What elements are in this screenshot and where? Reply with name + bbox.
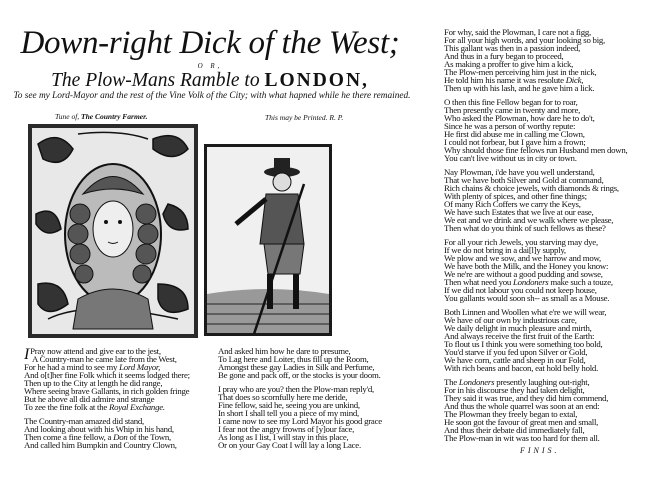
verse-text: For all your high words, and your looking so big, <box>444 35 605 45</box>
verse-text: Then presently came in twenty and more, <box>444 105 581 115</box>
verse-text: The Plow-men perceiving him just in the nick, <box>444 67 597 77</box>
portrait-woodcut-image <box>28 124 198 338</box>
stanza <box>444 98 627 162</box>
stanza <box>218 347 382 379</box>
ballad-subtitle <box>0 70 420 91</box>
verse-text: We ne're are without a good pudding and sowse, <box>444 269 603 279</box>
verse-text: To Lag here and Loiter, thus fill up the Room, <box>218 354 369 364</box>
verse-text: Then what do you think of such fellows as these? <box>444 223 606 233</box>
verse-text: A Country-man he came late from the West, <box>32 354 177 364</box>
verse-text: I fear not the angry frowns of [y]our face, <box>218 424 355 434</box>
verse-text: You'd starve if you fed upon Silver or Gold, <box>444 347 588 357</box>
verse-text: This gallant was then in a passion indeed, <box>444 43 581 53</box>
verse-text: And always receive the first fruit of the Earth: <box>444 331 595 341</box>
subtitle-text: The Plow-Mans Ramble to <box>51 70 265 91</box>
tune-name: The Country Farmer. <box>81 112 148 121</box>
verse-text: make such a touze, <box>548 277 613 287</box>
verse-text: And asked him how he dare to presume, <box>218 346 351 356</box>
verse-text: Then what need you <box>444 277 514 287</box>
verse-text: But he above all did admire and strange <box>24 394 155 404</box>
verse-text: We plow and we sow, and we harrow and mow, <box>444 253 601 263</box>
verse-text: Who asked the Plowman, how dare he to do't, <box>444 113 595 123</box>
verse-text: To zee the fine folk at the <box>24 402 109 412</box>
verse-text: With rich beans and bacon, eat hold belly hold. <box>444 363 599 373</box>
verse-text: For he had a mind to see my <box>24 362 120 372</box>
verse-text: The Plow-man in wit was too hard for them all. <box>444 433 600 443</box>
verse-line <box>24 441 190 449</box>
stanza <box>444 378 627 442</box>
subtitle-london: LONDON, <box>264 70 369 91</box>
verse-text: presently laughing out-right, <box>494 377 590 387</box>
stanza <box>218 385 382 449</box>
verse-text: In short I shall tell you a piece of my mind, <box>218 408 359 418</box>
verse-text: And thus their debate did immediately fall, <box>444 425 585 435</box>
imprimatur: This may be Printed. R. P. <box>265 113 344 122</box>
ballad-title: Down-right Dick of the West; <box>20 25 400 61</box>
verse-text: The Country-man amazed did stand, <box>24 416 145 426</box>
verse-text: And o[t]her fine Folk which it seems lodged there; <box>24 370 190 380</box>
verse-text: He soon got the favour of great men and small, <box>444 417 599 427</box>
stanza <box>444 168 627 232</box>
verse-text: He told him his name it was resolute <box>444 75 566 85</box>
verse-text: As making a proffer to give him a kick, <box>444 59 574 69</box>
verse-text: We eat and we drink and we walk where we please, <box>444 215 614 225</box>
verse-text: Where seeing brave Gallants, in rich golden fringe <box>24 386 190 396</box>
or-separator: O R, <box>197 62 223 70</box>
verse-text: Why should those fine fellows run Husband men down, <box>444 145 628 155</box>
verse-text: And thus in a fury began to proceed, <box>444 51 564 61</box>
verse-text: We have both the Milk, and the Honey you know: <box>444 261 609 271</box>
verse-text: If we do not bring in a dai[l]y supply, <box>444 245 566 255</box>
verse-line <box>444 154 627 162</box>
verse-text: Then up to the City at length he did range, <box>24 378 163 388</box>
stanza <box>444 28 627 92</box>
verse-text: As long as I list, I will stay in this place, <box>218 432 349 442</box>
verse-text: They said it was true, and they did him commend, <box>444 393 609 403</box>
verse-line <box>218 371 382 379</box>
verse-text: And thus the whole quarrel was soon at an end: <box>444 401 600 411</box>
verse-text: We daily delight in much pleasure and mirth, <box>444 323 592 333</box>
verse-text: We have such Estates that we live at our ease, <box>444 207 594 217</box>
verse-text: For in his discourse they had taken delight, <box>444 385 585 395</box>
verse-text: I came now to see my Lord Mayor his good grace <box>218 416 382 426</box>
verse-text: The Plowman they freely began to extal, <box>444 409 578 419</box>
verse-text: For all your rich Jewels, you starving may dye, <box>444 237 598 247</box>
verse-text: For why, said the Plowman, I care not a figg, <box>444 27 591 37</box>
italic-text: Dick, <box>565 75 584 85</box>
italic-text: Lord Mayor, <box>119 362 161 372</box>
verse-line <box>444 294 627 302</box>
verse-text: The <box>444 377 459 387</box>
verse-text: We have corn, cattle and sheep in our Fold, <box>444 355 586 365</box>
finis-mark: FINIS. <box>520 446 560 455</box>
verse-text: That does so scornfully here me deride, <box>218 392 348 402</box>
verse-text: Nay Plowman, i'de have you well understand, <box>444 167 595 177</box>
italic-text: Londoners <box>513 277 549 287</box>
verse-text: Both Linnen and Woollen what e're we will wear, <box>444 307 607 317</box>
text-column-right <box>444 28 627 448</box>
verse-text: That we have both Silver and Gold at command, <box>444 175 604 185</box>
verse-text: I pray who are you? then the Plow-man reply'd, <box>218 384 374 394</box>
verse-text: Since he was a person of worthy repute: <box>444 121 576 131</box>
italic-text: Don <box>113 432 128 442</box>
verse-line <box>218 441 382 449</box>
verse-line <box>444 84 627 92</box>
verse-text: And called him Bumpkin and Country Clown, <box>24 440 177 450</box>
tune-label: Tune of, <box>55 112 82 121</box>
stanza <box>444 238 627 302</box>
stanza <box>444 308 627 372</box>
verse-text: To flout us I think you were something too bold, <box>444 339 603 349</box>
text-column-left <box>24 347 190 455</box>
stanza <box>24 417 190 449</box>
stanza <box>24 347 190 411</box>
verse-text: With plenty of spices, and other fine things; <box>444 191 587 201</box>
verse-text: You can't live without us in city or town. <box>444 153 577 163</box>
verse-line <box>444 364 627 372</box>
verse-text: Be gone and pack off, or the stocks is your doom. <box>218 370 381 380</box>
ploughman-woodcut-image <box>204 144 332 336</box>
text-column-middle <box>218 347 382 455</box>
verse-text: He first did abuse me in calling me Clown, <box>444 129 585 139</box>
verse-text: We have of our own by industrious care, <box>444 315 577 325</box>
ballad-description: To see my Lord-Mayor and the rest of the Vine Volk of the City; with what hapned while he there remained. <box>13 91 411 101</box>
verse-text: Of many Rich Coffers we carry the Keys, <box>444 199 581 209</box>
verse-text: Amongst these gay Ladies in Silk and Perfume, <box>218 362 375 372</box>
drop-cap: I <box>24 346 30 363</box>
italic-text: Londoners <box>458 377 495 387</box>
verse-text: Then up with his lash, and he gave him a lick. <box>444 83 595 93</box>
verse-text: You gallants would soon sh-- as small as a Mouse. <box>444 293 610 303</box>
verse-text: Pray now attend and give ear to the jest, <box>30 346 161 356</box>
tune-line <box>55 113 148 121</box>
verse-text: And looking about with his Whip in his hand, <box>24 424 174 434</box>
italic-text: Royal Exchange. <box>108 402 165 412</box>
verse-text: Or on your Gay Coat I will lay a long Lace. <box>218 440 361 450</box>
verse-line <box>24 403 190 411</box>
verse-text: Rich chains & choice jewels, with diamonds & rings, <box>444 183 619 193</box>
verse-line <box>444 224 627 232</box>
verse-text: of the Town, <box>127 432 171 442</box>
verse-text: Fine fellow, said he, seeing you are unkind, <box>218 400 360 410</box>
verse-text: I could not forbear, but I gave him a frown; <box>444 137 586 147</box>
verse-text: O then this fine Fellow began for to roar, <box>444 97 578 107</box>
verse-text: If we did not labour you could not keep house, <box>444 285 597 295</box>
verse-line <box>444 434 627 442</box>
verse-text: Then come a fine fellow, a <box>24 432 114 442</box>
